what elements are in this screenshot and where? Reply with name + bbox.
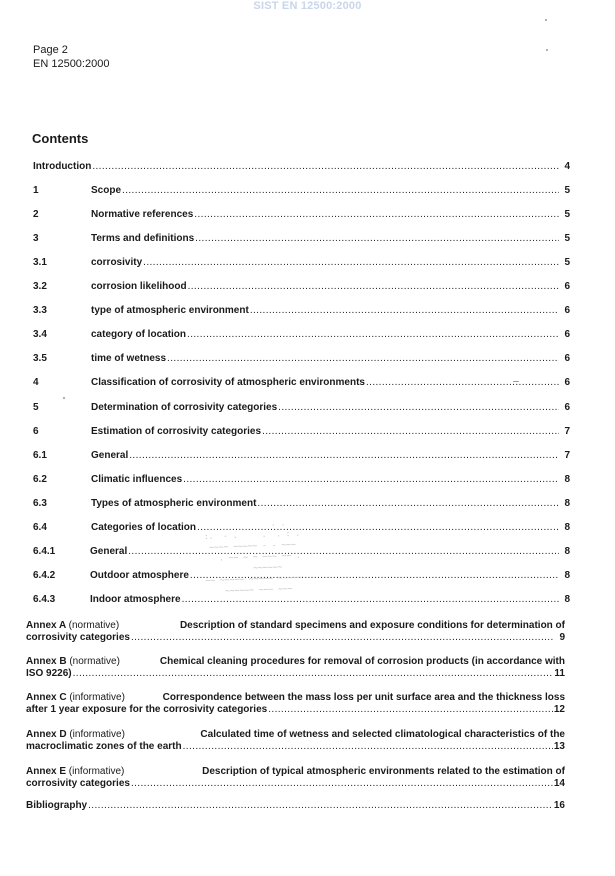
toc-entry[interactable] (33, 353, 570, 365)
page-header (33, 43, 109, 71)
dot-leader (131, 632, 554, 644)
annex-heading (26, 729, 125, 741)
annex-first-line (26, 766, 565, 778)
annex-entry-a[interactable] (26, 620, 565, 644)
toc-number: 6.4 (33, 522, 47, 533)
annex-last-line (26, 778, 565, 790)
annex-title-line: ISO 9226) (26, 668, 72, 679)
toc-title: Outdoor atmosphere (90, 570, 189, 581)
toc-number: 3.4 (33, 329, 47, 340)
toc-number: 6.1 (33, 450, 47, 461)
toc-entry[interactable] (33, 474, 570, 486)
annex-entry-e[interactable] (26, 766, 565, 790)
toc-title: Terms and definitions (91, 233, 195, 244)
contents-title: Contents (32, 131, 89, 146)
toc-page: 5 (564, 185, 570, 196)
toc-entry[interactable] (33, 498, 570, 510)
annex-heading (26, 620, 119, 632)
scan-speck (63, 397, 65, 399)
toc-title: Categories of location (91, 522, 197, 533)
toc-title: time of wetness (91, 353, 167, 364)
toc-number: 5 (33, 402, 39, 413)
dot-leader (278, 402, 559, 414)
annex-label: Annex A (26, 620, 66, 631)
dot-leader (257, 498, 559, 510)
toc-page: 11 (554, 668, 565, 679)
toc-page: 6 (564, 281, 570, 292)
toc-page: 9 (559, 632, 565, 643)
toc-page: 6 (564, 329, 570, 340)
dot-leader (122, 185, 559, 197)
toc-number: 2 (33, 209, 39, 220)
scan-speck (546, 49, 548, 51)
toc-page: 8 (564, 522, 570, 533)
toc-number: 6 (33, 426, 39, 437)
annex-kind: (normative) (69, 656, 120, 667)
toc-title: type of atmospheric environment (91, 305, 249, 316)
toc-number: 3.3 (33, 305, 47, 316)
toc-title: category of location (91, 329, 187, 340)
annex-last-line (26, 632, 565, 644)
annex-title-line: Description of standard specimens and exposure conditions for determination of (179, 620, 565, 631)
toc-entry[interactable] (33, 209, 570, 221)
toc-title: Determination of corrosivity categories (91, 402, 278, 413)
toc-entry[interactable] (33, 377, 570, 389)
annex-label: Annex B (26, 656, 67, 667)
toc-title: Types of atmospheric environment (91, 498, 257, 509)
annex-entry-b[interactable] (26, 656, 565, 680)
toc-number: 3.5 (33, 353, 47, 364)
annex-label: Annex D (26, 729, 67, 740)
annex-first-line (26, 620, 565, 632)
toc-entry[interactable] (33, 281, 570, 293)
dot-leader (262, 426, 559, 438)
toc-entry[interactable] (33, 233, 570, 245)
dot-leader (187, 329, 559, 341)
toc-entry[interactable] (33, 426, 570, 438)
page-number: Page 2 (33, 44, 68, 56)
toc-title: Normative references (91, 209, 194, 220)
annex-kind: (informative) (69, 692, 125, 703)
toc-number: 6.3 (33, 498, 47, 509)
annex-first-line (26, 729, 565, 741)
toc-page: 5 (564, 233, 570, 244)
toc-entry[interactable] (33, 185, 570, 197)
toc-title: Estimation of corrosivity categories (91, 426, 262, 437)
toc-title: corrosivity (91, 257, 143, 268)
toc-page: 5 (564, 209, 570, 220)
dot-leader (131, 778, 553, 790)
toc-page: 6 (564, 353, 570, 364)
toc-number: 1 (33, 185, 39, 196)
toc-number: 6.2 (33, 474, 47, 485)
annex-heading (26, 692, 125, 704)
toc-page: 8 (564, 570, 570, 581)
annex-kind: (informative) (69, 729, 125, 740)
dot-leader (88, 800, 553, 812)
dot-leader (167, 353, 559, 365)
toc-number: 6.4.2 (33, 570, 56, 581)
toc-number: 3 (33, 233, 39, 244)
toc-title: Indoor atmosphere (90, 594, 181, 605)
toc-page: 8 (564, 474, 570, 485)
scan-speck (545, 19, 547, 21)
annex-first-line (26, 692, 565, 704)
toc-number: 6.4.3 (33, 594, 56, 605)
dot-leader (194, 209, 559, 221)
annex-title-line: macroclimatic zones of the earth (26, 741, 182, 752)
toc-page: 5 (564, 257, 570, 268)
toc-entry[interactable] (33, 257, 570, 269)
toc-entry[interactable] (33, 450, 570, 462)
toc-title: corrosion likelihood (91, 281, 187, 292)
watermark-text: SIST EN 12500:2000 (253, 0, 362, 12)
toc-page: 16 (553, 800, 565, 811)
toc-title: Classification of corrosivity of atmospheric environments (91, 377, 365, 388)
annex-title-line: Chemical cleaning procedures for removal of corrosion products (in accordance with (159, 656, 565, 667)
annex-last-line (26, 704, 565, 716)
standard-number: EN 12500:2000 (33, 58, 110, 70)
annex-entry-c[interactable] (26, 692, 565, 716)
dot-leader (366, 377, 559, 389)
annex-last-line (26, 668, 565, 680)
annex-label: Annex C (26, 692, 67, 703)
toc-page: 6 (564, 305, 570, 316)
toc-title: Bibliography (26, 800, 88, 811)
toc-title: Scope (91, 185, 122, 196)
toc-page: 4 (564, 161, 570, 172)
toc-number: 3.2 (33, 281, 47, 292)
toc-page: 14 (553, 778, 565, 789)
dot-leader (183, 741, 553, 753)
annex-label: Annex E (26, 766, 67, 777)
toc-page: 8 (564, 546, 570, 557)
toc-page: 12 (553, 704, 565, 715)
scan-speck (513, 381, 519, 382)
annex-title-line: Calculated time of wetness and selected climatological characteristics of the (200, 729, 565, 740)
dot-leader (73, 668, 554, 680)
dot-leader (129, 450, 559, 462)
toc-page: 7 (564, 450, 570, 461)
annex-kind: (informative) (68, 766, 125, 777)
annex-title-line: Correspondence between the mass loss per unit surface area and the thickness loss (162, 692, 565, 703)
annex-last-line (26, 741, 565, 753)
toc-title: Introduction (33, 161, 92, 172)
toc-page: 8 (564, 498, 570, 509)
annex-title-line: corrosivity categories (26, 778, 130, 789)
toc-page: 13 (553, 741, 565, 752)
toc-entry-bibliography[interactable] (26, 800, 565, 812)
dot-leader (188, 281, 559, 293)
faded-stamp: . . :. - . . . : . ~~~~ ~~~~~ - - ~~~ . ~~ ~ ~ ~~~ ~~ . ~~~~~~ ~~ ~~~~~ ~~~~~ ~~~~~ ~~~~~~ ~~~ ~~~ (198, 518, 302, 597)
toc-entry[interactable] (33, 402, 570, 414)
dot-leader (250, 305, 559, 317)
dot-leader (268, 704, 553, 716)
dot-leader (195, 233, 559, 245)
toc-number: 6.4.1 (33, 546, 56, 557)
toc-entry[interactable] (33, 305, 570, 317)
toc-page: 8 (564, 594, 570, 605)
annex-heading (26, 766, 124, 778)
dot-leader (143, 257, 559, 269)
toc-page: 6 (564, 402, 570, 413)
annex-entry-d[interactable] (26, 729, 565, 753)
toc-entry-introduction[interactable] (33, 161, 570, 173)
annex-heading (26, 656, 120, 668)
toc-page: 6 (564, 377, 570, 388)
dot-leader (92, 161, 559, 173)
toc-title: Climatic influences (91, 474, 183, 485)
annex-title-line: Description of typical atmospheric environments related to the estimation of (202, 766, 565, 777)
dot-leader (183, 474, 559, 486)
annex-kind: (normative) (68, 620, 120, 631)
toc-number: 4 (33, 377, 39, 388)
toc-title: General (90, 546, 128, 557)
toc-number: 3.1 (33, 257, 47, 268)
toc-title: General (91, 450, 129, 461)
annex-title-line: corrosivity categories (26, 632, 130, 643)
annex-first-line (26, 656, 565, 668)
toc-entry[interactable] (33, 329, 570, 341)
toc-page: 7 (564, 426, 570, 437)
annex-title-line: after 1 year exposure for the corrosivity categories (26, 704, 268, 715)
